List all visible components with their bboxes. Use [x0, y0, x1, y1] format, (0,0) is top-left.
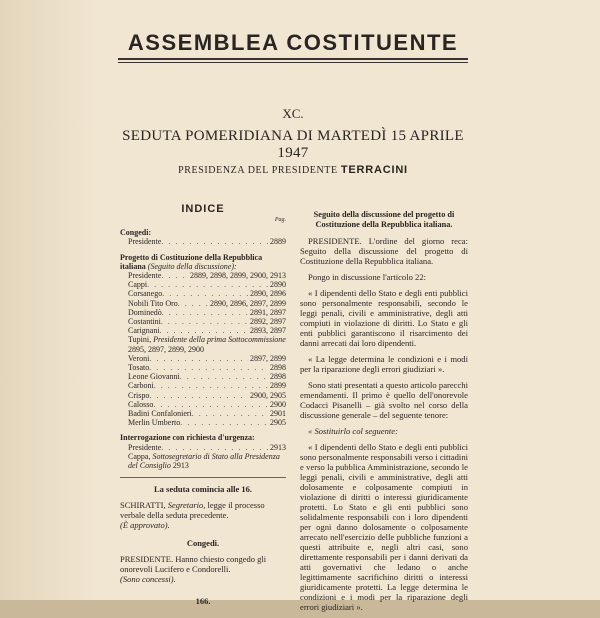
index-row: [120, 381, 286, 390]
index-row-pages: 2889, 2898, 2899, 2900, 2913: [190, 271, 286, 281]
minutes-opening: La seduta comincia alle 16.: [154, 484, 252, 495]
index-row: [120, 237, 286, 246]
index-row: [120, 418, 286, 427]
index-row-pages: 2890, 2896, 2897, 2899: [210, 298, 286, 308]
index-progetto-list: [120, 271, 286, 335]
index-row-leader: [162, 308, 248, 317]
index-row-pages: 2900, 2905: [250, 390, 286, 400]
index-row: [120, 443, 286, 452]
index-interrog-list: [120, 443, 286, 452]
session-title: SEDUTA POMERIDIANA DI MARTEDÌ 15 APRILE 1947: [122, 128, 464, 161]
masthead-rule-thin: [118, 62, 468, 63]
minutes-schiratti-name: SCHIRATTI,: [120, 500, 166, 511]
index-tupini-detail: Presidente della prima Sottocommissione: [153, 335, 286, 345]
index-row-pages: 2898: [270, 372, 286, 382]
index-row-leader: [161, 237, 268, 246]
index-row-name: Presidente: [128, 271, 162, 281]
index-row: [120, 280, 286, 289]
index-row-name: Tosato: [128, 363, 150, 373]
right-column: [300, 210, 468, 618]
masthead-rule: [118, 58, 468, 60]
index-row-name: Crispo: [128, 390, 150, 400]
index-row-name: Calosso: [128, 399, 154, 409]
index-row: [120, 299, 286, 308]
index-row-pages: 2890: [270, 280, 286, 290]
index-row-pages: 2899: [270, 381, 286, 391]
index-row-pages: 2913: [270, 442, 286, 452]
index-tupini-entry: Tupini, Presidente della prima Sottocommissione 2895, 2897, 2899, 2900: [128, 335, 286, 354]
minutes-schiratti-role: Segretario,: [167, 500, 206, 511]
index-row: [120, 308, 286, 317]
index-row-pages: 2901: [270, 409, 286, 419]
index-row-pages: 2897, 2899: [250, 353, 286, 363]
index-row-leader: [149, 363, 268, 372]
index-cappa-detail: Sottosegretario di Stato alla Presidenza del Consiglio: [128, 451, 280, 471]
index-cappa-entry: Cappa, Sottosegretario di Stato alla Presidenza del Consiglio 2913: [128, 451, 280, 471]
index-row-tupini: [120, 335, 286, 353]
index-row: [120, 372, 286, 381]
minutes-president-granted: (Sono concessi).: [120, 574, 176, 585]
index-row-name: Leone Giovanni: [128, 372, 180, 382]
right-column-title: Seguito della discussione del progetto di Costituzione della Repubblica italiana.: [313, 210, 455, 229]
index-row-name: Cappi: [128, 280, 148, 290]
minutes-schiratti-approved: (È approvato).: [120, 520, 170, 531]
index-row-name: Costantini: [128, 317, 161, 327]
index-row-pages: 2905: [270, 418, 286, 428]
index-progetto-subtitle: (Seguito della discussione):: [147, 261, 237, 271]
minutes-schiratti-text: legge il processo verbale della seduta precedente.: [120, 500, 265, 521]
index-row-leader: [147, 280, 268, 289]
index-row-leader: [178, 299, 208, 308]
index-row: [120, 354, 286, 363]
index-pag-label: Pag.: [274, 217, 286, 223]
index-row-pages: 2891, 2897: [250, 307, 286, 317]
index-row-leader: [160, 326, 248, 335]
index-row: [120, 363, 286, 372]
index-congedi-title: Congedi:: [120, 228, 152, 238]
index-row-name: Corsanego: [128, 289, 163, 299]
index-row: [120, 391, 286, 400]
minutes-congedi-heading: Congedi.: [186, 538, 220, 549]
index-row-pages: 2892, 2897: [250, 317, 286, 327]
index-row-name: Badini Confalonieri: [128, 409, 192, 419]
presidency-prefix: PRESIDENZA DEL PRESIDENTE: [178, 165, 338, 176]
index-row-leader: [162, 289, 248, 298]
index-progetto-list-2: [120, 354, 286, 428]
minutes-block: [120, 484, 286, 606]
index-row: [120, 326, 286, 335]
session-numeral: XC.: [282, 106, 304, 121]
index-row-name: Presidente: [128, 237, 162, 247]
index-row: [120, 400, 286, 409]
index-row-leader: [154, 381, 268, 390]
index-tupini-name: Tupini: [128, 335, 150, 345]
index-row: [120, 271, 286, 280]
minutes-president: [120, 554, 286, 584]
index-cappa-pages: 2913: [172, 461, 189, 471]
index-progetto-title-text: Progetto di Costituzione della Repubblica italiana: [120, 252, 263, 271]
page-number: 166.: [195, 596, 211, 607]
index-row-pages: 2900: [270, 399, 286, 409]
minutes-president-label: PRESIDENTE.: [120, 554, 174, 565]
index-row-name: Dominedò: [128, 307, 162, 317]
index-row-pages: 2889: [270, 237, 286, 247]
index-congedi-list: [120, 237, 286, 246]
minutes-schiratti: [120, 500, 286, 530]
index-interrog-title: Interrogazione con richiesta d'urgenza:: [120, 433, 255, 443]
index-row-leader: [192, 409, 268, 418]
index-row-name: Carignani: [128, 326, 160, 336]
index-row-leader: [180, 418, 268, 427]
right-paragraph: PRESIDENTE. L'ordine del giorno reca: Seguito della discussione del progetto di Costituzione della Repubblica italiana.: [300, 236, 468, 266]
index-row-leader: [161, 443, 268, 452]
index-row-leader: [153, 400, 268, 409]
index-row-pages: 2898: [270, 363, 286, 373]
index-row: [120, 289, 286, 298]
index-row-name: Carboni: [128, 381, 154, 391]
index-row-leader: [149, 391, 248, 400]
index-tupini-pages: 2895, 2897, 2899, 2900: [128, 344, 204, 354]
index-row-leader: [149, 354, 248, 363]
index-cappa-name: Cappa: [128, 451, 149, 461]
right-paragraph: « La legge determina le condizioni e i modi per la riparazione degli errori giudiziari ».: [300, 354, 468, 374]
left-column: [120, 205, 286, 606]
index-row: [120, 317, 286, 326]
presidency-line: [118, 164, 468, 176]
index-row-leader: [161, 317, 248, 326]
index-row: [120, 409, 286, 418]
index-progetto-title: [120, 253, 286, 271]
presidency-name: TERRACINI: [340, 164, 408, 176]
right-paragraph: « I dipendenti dello Stato e degli enti pubblici sono personalmente responsabili verso i cittadini e verso la pubblica Amministrazione, secondo le leggi penali, civili e amministrative, degli atti dolosamente e colposamente compiuti in violazione di diritti o interessi giuridicamente protetti. Lo Stato e gli enti pubblici sono solidalmente responsabili con i loro dipendenti per ogni danno dolosamente o colposamente arrecato nell'esercizio delle pubbliche funzioni a questi attribuite e, negli altri casi, sono direttamente responsabili per i danni derivati da atti governativi che ledano o anche legittimamente sacrifichino diritti o interessi giuridicamente protetti. La legge determina le condizioni e i modi per la riparazione degli errori giudiziari ».: [300, 442, 468, 612]
index-row-pages: 2893, 2897: [250, 326, 286, 336]
minutes-president-text: Hanno chiesto congedo gli onorevoli Lucifero e Condorelli.: [120, 554, 267, 575]
index-heading: INDICE: [181, 203, 225, 215]
index-row-pages: 2890, 2896: [250, 289, 286, 299]
right-paragraph: « I dipendenti dello Stato e degli enti pubblici sono personalmente responsabili, secondo le leggi penali, civili e amministrative, degli atti compiuti in violazione di diritti. Lo Stato e gli enti pubblici garantiscono il risarcimento dei danni arrecati dai loro dipendenti.: [300, 288, 468, 348]
index-row-leader: [180, 372, 268, 381]
masthead: ASSEMBLEA COSTITUENTE: [127, 30, 459, 55]
index-row-cappa: [120, 452, 286, 470]
index-divider: [120, 477, 286, 478]
index-row-name: Presidente: [128, 442, 162, 452]
right-paragraph: Pongo in discussione l'articolo 22:: [308, 272, 427, 282]
right-paragraph: Sono stati presentati a questo articolo parecchi emendamenti. Il primo è quello dell'onorevole Codacci Pisanelli – già svolto nel corso della discussione generale – del seguente tenore:: [300, 380, 468, 420]
right-paragraph-italic: « Sostituirlo col seguente:: [308, 426, 398, 436]
index-row-name: Merlin Umberto: [128, 418, 181, 428]
index-row-leader: [161, 271, 188, 280]
index-row-name: Veroni: [128, 353, 150, 363]
index-row-name: Nobili Tito Oro: [128, 298, 178, 308]
